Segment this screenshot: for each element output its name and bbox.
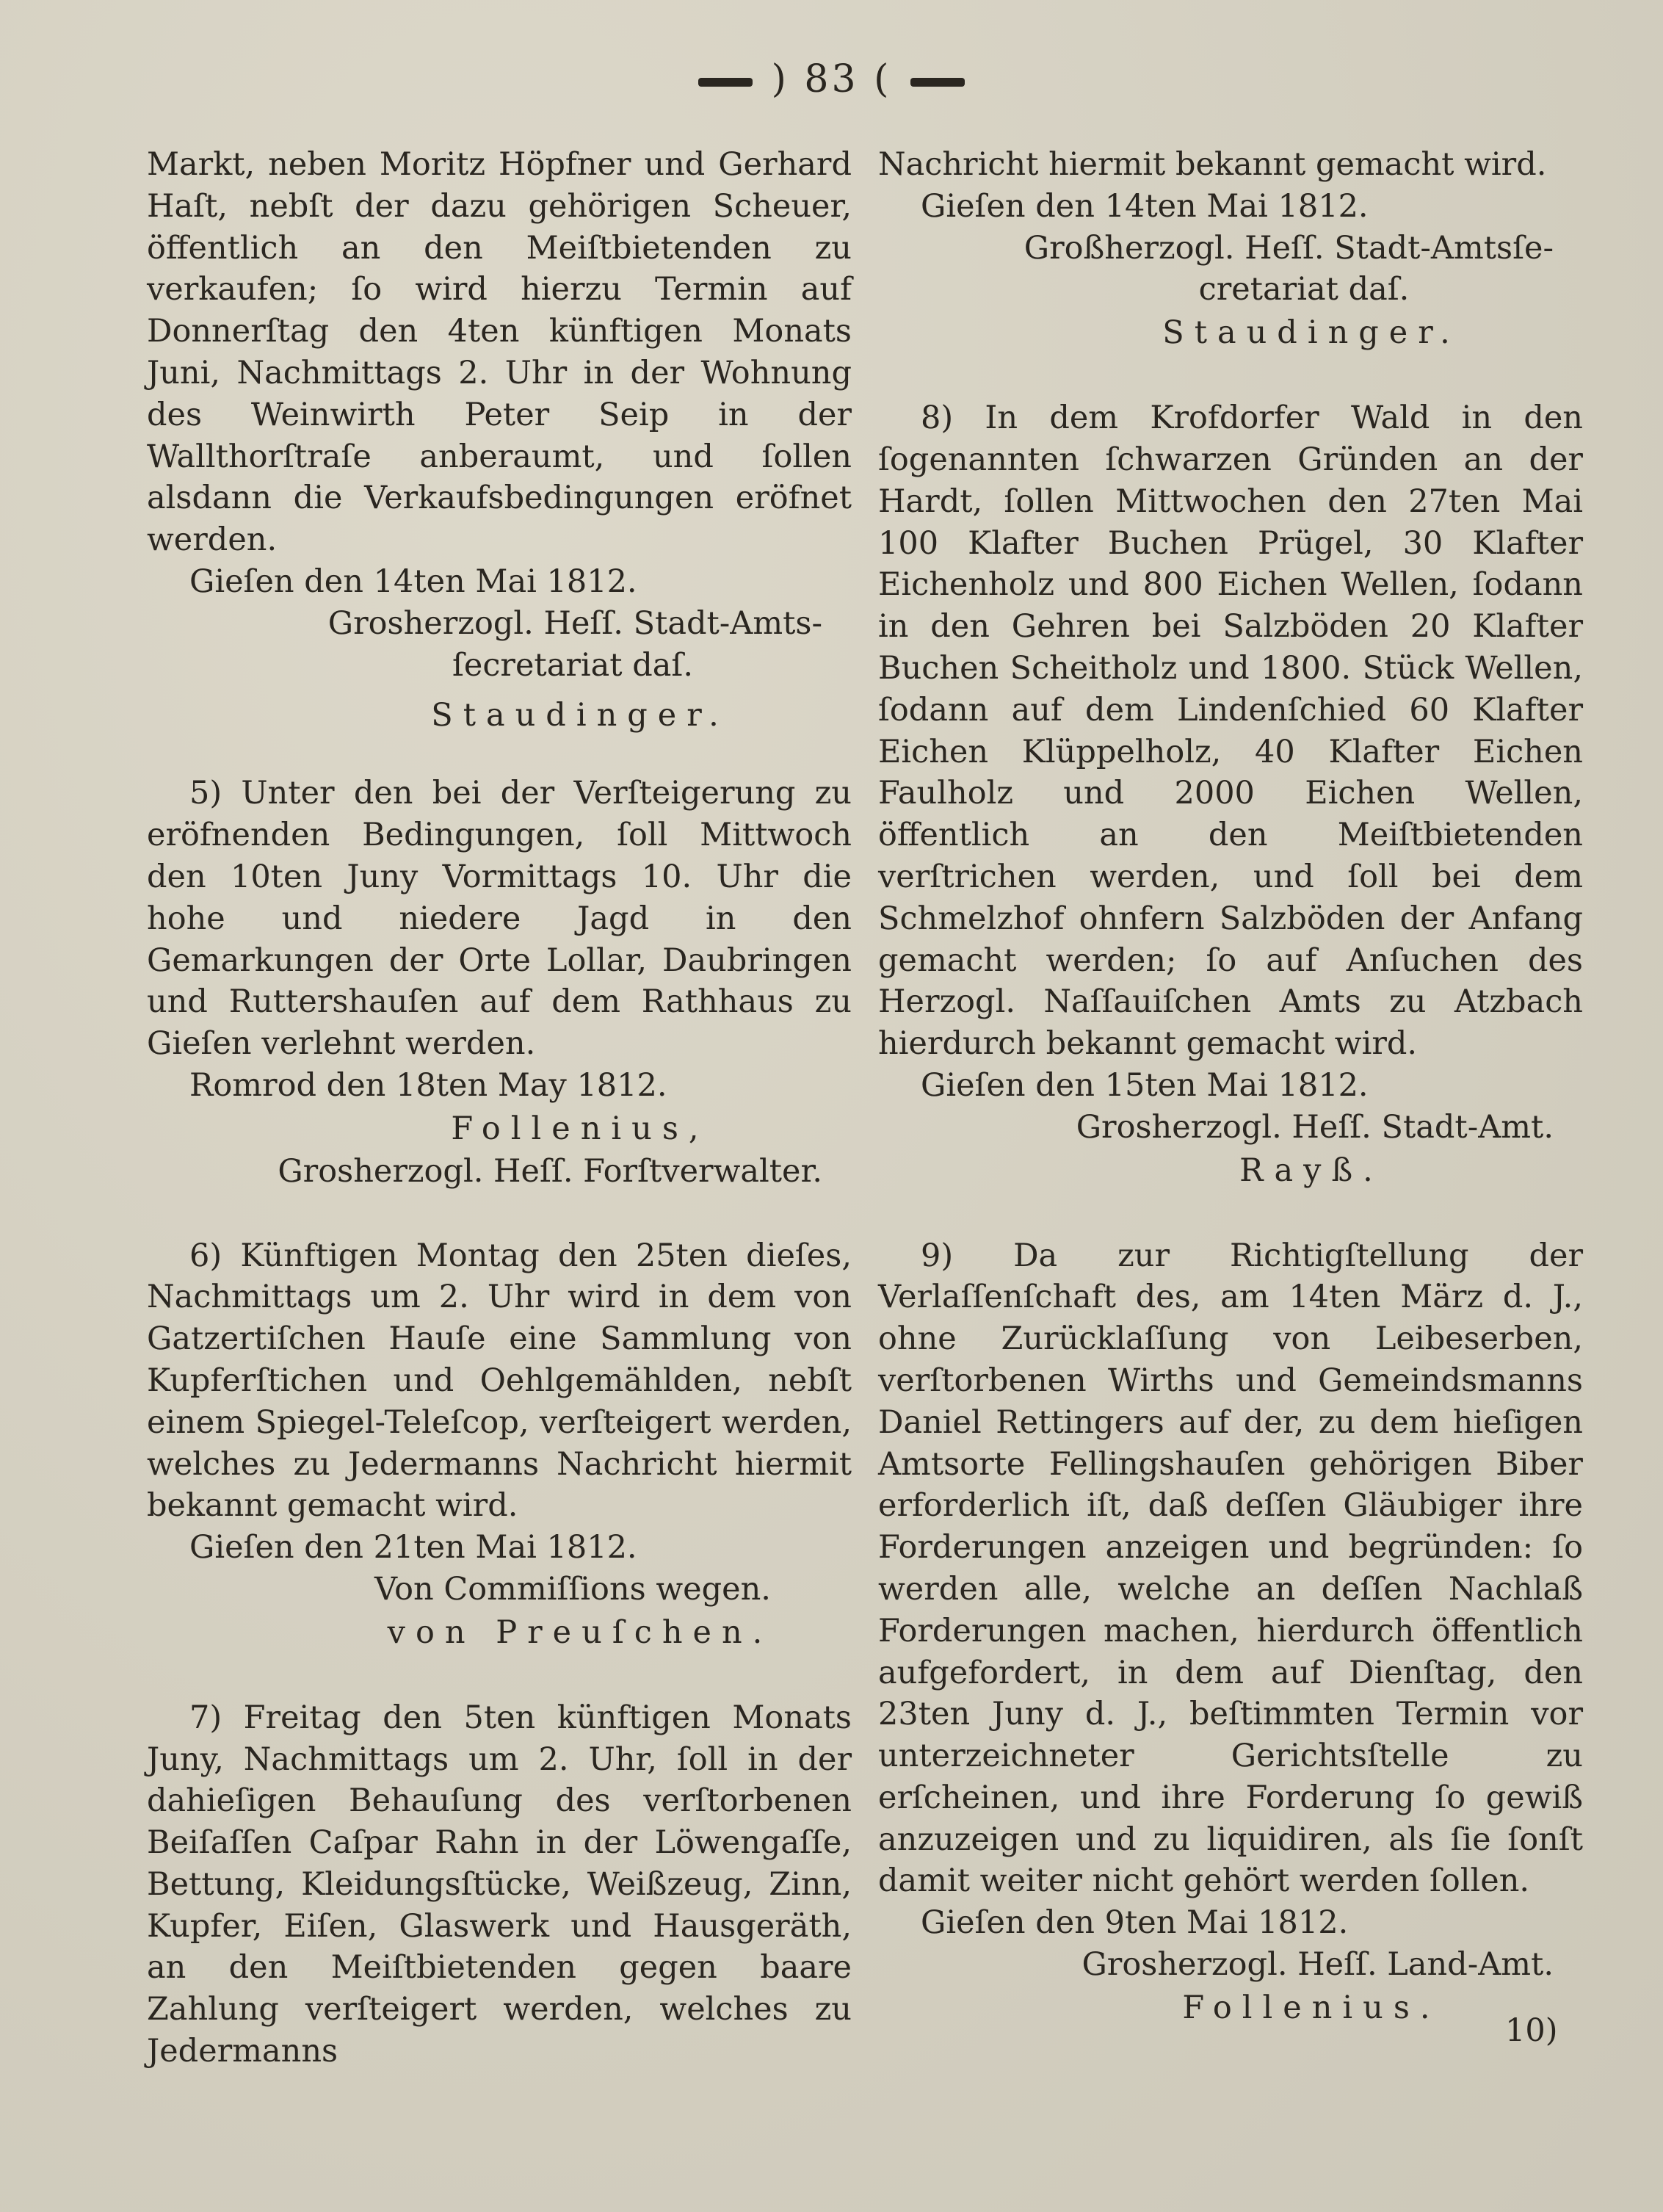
notice-date: Gieſen den 14ten Mai 1812. [189,563,637,600]
header-rule-left [698,78,753,87]
page-header [0,57,1663,101]
notice-authority: Von Commiſſions wegen. [374,1570,771,1608]
notice-5 [147,773,852,1192]
header-rule-right [910,78,965,87]
notice-6 [147,1235,852,1655]
notice-text: Nachricht hiermit bekannt gemacht wird. [878,146,1547,183]
notice-signature: Follenius, [451,1110,709,1147]
notice-text: Markt, neben Moritz Höpfner und Gerhard Haſt, nebſt der dazu gehörigen Scheuer, öffentlich an den Meiſtbietenden zu verkaufen; ſo wird hierzu Termin auf Donnerſtag den 4ten künftigen Monats Juni, Nachmittags 2. Uhr in der Wohnung des Weinwirth Peter Seip in der Wallthorſtraſe anberaumt, und ſollen alsdann die Verkaufsbedingungen eröfnet werden. [147,146,852,559]
notice-date: Gieſen den 21ten Mai 1812. [189,1529,637,1566]
notice-signature: von Preuſchen. [387,1613,773,1651]
notice-7 [147,1697,852,2072]
notice-date: Romrod den 18ten May 1812. [189,1066,667,1104]
notice-text: 7) Freitag den 5ten künftigen Monats Juny, Nachmittags um 2. Uhr, ſoll in der dahieſigen Behauſung des verſtorbenen Beiſaſſen Caſpar Rahn in der Löwengaſſe, Bettung, Kleidungsſtücke, Weißzeug, Zinn, Kupfer, Eiſen, Glaswerk und Hausgeräth, an den Meiſtbietenden gegen baare Zahlung verſteigert werden, welches zu Jedermanns [147,1699,852,2070]
notice-signature: Follenius. [1182,1989,1441,2026]
right-column [878,144,1583,2072]
notice-text: 5) Unter den bei der Verſteigerung zu eröfnenden Bedingungen, ſoll Mittwoch den 10ten Juny Vormittags 10. Uhr die hohe und niedere Jagd in den Gemarkungen der Orte Lollar, Daubringen und Ruttershauſen auf dem Rathhaus zu Gieſen verlehnt werden. [147,775,852,1063]
notice-authority: Grosherzogl. Heſſ. Stadt-Amts- [327,604,822,642]
page-number: ) 83 ( [771,57,892,101]
notice-authority: Grosherzogl. Heſſ. Land-Amt. [1082,1946,1554,1984]
notice-text: 8) In dem Krofdorfer Wald in den ſogenannten ſchwarzen Gründen an der Hardt, ſollen Mittwochen den 27ten Mai 100 Klafter Buchen Prügel, 30 Klafter Eichenholz und 800 Eichen Wellen, ſodann in den Gehren bei Salzböden 20 Klafter Buchen Scheitholz und 1800. Stück Wellen, ſodann auf dem Lindenſchied 60 Klafter Eichen Klüppelholz, 40 Klafter Eichen Faulholz und 2000 Eichen Wellen, öffentlich an den Meiſtbietenden verſtrichen werden, und ſoll bei dem Schmelzhof ohnfern Salzböden der Anfang gemacht werden; ſo auf Anſuchen des Herzogl. Naſſauiſchen Amts zu Atzbach hierdurch bekannt gemacht wird. [878,400,1583,1063]
notice-authority: Grosherzogl. Heſſ. Stadt-Amt. [1076,1108,1554,1146]
notice-signature: Staudinger. [1162,314,1460,352]
notice-8 [878,397,1583,1192]
notice-authority: Grosherzogl. Heſſ. Forſtverwalter. [278,1152,822,1190]
notice-authority: Großherzogl. Heſſ. Stadt-Amtsſe- [1023,229,1554,267]
notice-continued [147,144,852,737]
notice-text: 6) Künftigen Montag den 25ten dieſes, Nachmittags um 2. Uhr wird in dem von Gatzertiſchen Hauſe eine Sammlung von Kupferſtichen und Oehlgemählden, nebſt einem Spiegel-Teleſcop, verſteigert werden, welches zu Jedermanns Nachricht hiermit bekannt gemacht wird. [147,1237,852,1525]
catchword: 10) [1505,2012,1558,2049]
notice-7-continued [878,144,1583,355]
notice-signature: Staudinger. [431,697,729,734]
left-column [147,144,852,2115]
notice-text: 9) Da zur Richtigſtellung der Verlaſſenſchaft des, am 14ten März d. J., ohne Zurücklaſſung von Leibeserben, verſtorbenen Wirths und Gemeindsmanns Daniel Rettingers auf der, zu dem hieſigen Amtsorte Fellingshauſen gehörigen Biber erforderlich iſt, daß deſſen Gläubiger ihre Forderungen anzeigen und begründen: ſo werden alle, welche an deſſen Nachlaß Forderungen machen, hierdurch öffentlich aufgefordert, in dem auf Dienſtag, den 23ten Juny d. J., beſtimmten Termin vor unterzeichneter Gerichtsſtelle zu erſcheinen, und ihre Forderung ſo gewiß anzuzeigen und zu liquidiren, als ſie ſonſt damit weiter nicht gehört werden ſollen. [878,1237,1583,1900]
notice-date: Gieſen den 14ten Mai 1812. [921,187,1369,225]
notice-9 [878,1235,1583,2030]
notice-date: Gieſen den 15ten Mai 1812. [921,1066,1369,1104]
notice-authority-2: ſecretariat daſ. [452,646,693,684]
notice-date: Gieſen den 9ten Mai 1812. [921,1904,1349,1942]
notice-authority-2: cretariat daſ. [1198,271,1410,308]
notice-signature: Rayß. [1239,1152,1383,1189]
